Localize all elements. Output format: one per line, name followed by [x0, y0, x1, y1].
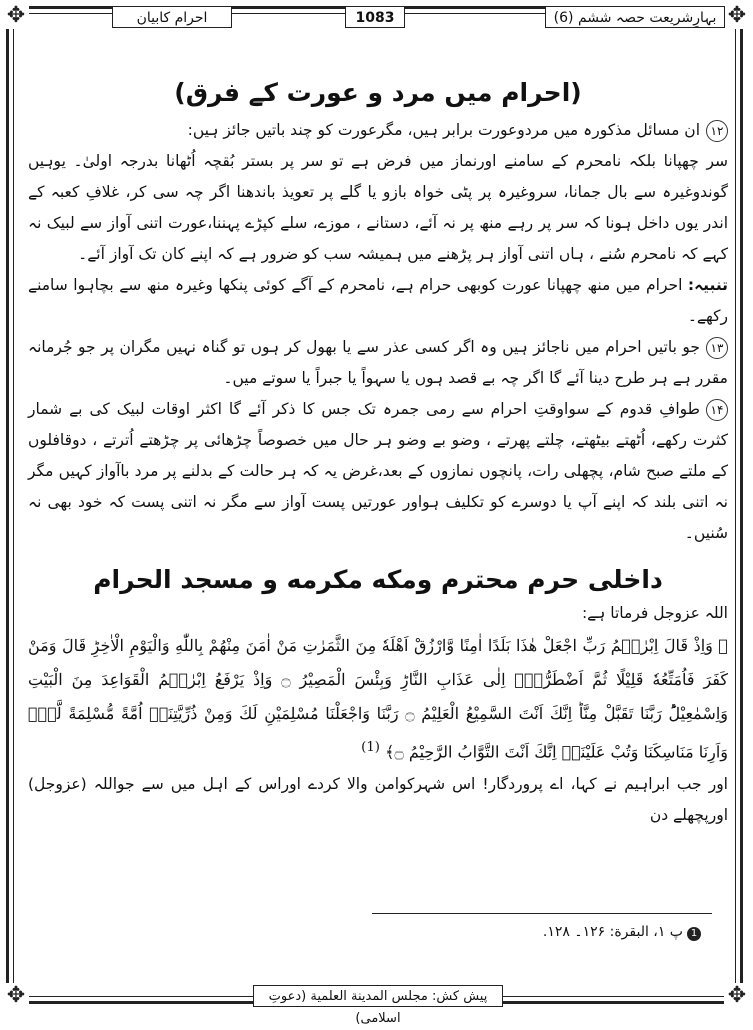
translation: اور جب ابراہیم نے کہا، اے پروردگار! اس شہرکوامن والا کردے اوراس کے اہل میں سے جواللہ (عزوجل) اورپچھلے دن — [28, 775, 728, 825]
paragraph-13 — [28, 332, 728, 394]
footnote-ref: (1) — [361, 740, 380, 755]
corner-ornament-icon: ✥ — [3, 983, 29, 1009]
corner-ornament-icon: ✥ — [724, 983, 750, 1009]
corner-ornament-icon: ✥ — [724, 3, 750, 29]
page-body — [28, 60, 728, 940]
item-number: ۱۳ — [706, 337, 728, 359]
corner-ornament-icon: ✥ — [3, 3, 29, 29]
footnote-text: پ ۱، البقرة: ۱۲۶۔ ۱۲۸. — [542, 924, 683, 940]
footnote-divider — [372, 913, 712, 914]
paragraph-text: جو باتیں احرام میں ناجائز ہیں وہ اگر کسی عذر سے یا بھول کر ہوں تو گناہ نہیں مگران پر جو جُرمانہ مقرر ہے ہر طرح دینا آئے گا اگر چہ بے قصد ہوں یا سہواً یا جبراً یا سوتے میں۔ — [28, 338, 728, 387]
footnote-mark: 1 — [687, 927, 701, 941]
page-header — [0, 4, 753, 32]
chapter-title: احرام کابیان — [112, 6, 232, 28]
paragraph-text: طوافِ قدوم کے سواوقتِ احرام سے رمی جمرہ تک جس کا ذکر آئے گا اکثر اوقات لبیک کی بے شمار کثرت رکھے، اُٹھتے بیٹھتے، چلتے پھرتے ، وضو بے وضو ہر حال میں خصوصاً چڑھائی پر چڑھتے اُترتے ، دوقافلوں کے ملتے صبح شام، پچھلی رات، پانچوں نمازوں کے بعد،غرض یہ کہ ہر حالت کے بدلنے پر مرد باآواز کہیں مگر نہ اتنی بلند کہ اپنے آپ یا دوسرے کو تکلیف ہواور عورتیں پست آواز سے مگر نہ اتنی پست کہ خود بھی نہ سُنیں۔ — [28, 400, 728, 542]
page-number: 1083 — [345, 6, 405, 28]
book-title: بہارِشریعت حصہ ششم (6) — [545, 6, 725, 28]
footnote — [543, 924, 701, 941]
note-paragraph — [28, 270, 728, 332]
paragraph: سر چھپانا بلکہ نامحرم کے سامنے اورنماز میں فرض ہے تو سر پر بستر بُقچہ اُٹھانا بدرجہ اولیٰ۔ یوہیں گوندوغیرہ سے بال جمانا، سروغیرہ پر پٹی خواہ بازو یا گلے پر تعویذ باندھنا اگر چہ سی کر، غلافِ کعبہ کے اندر یوں داخل ہونا کہ سر پر رہے منھ پر نہ آئے، دستانے ، موزے، سلے کپڑے پہننا،عورت اتنی آواز سے لبیک نہ کہے کہ نامحرم سُنے ، ہاں اتنی آواز ہر پڑھنے میں ہمیشہ سب کو ضرور ہے کہ اپنے کان تک آواز آئے۔ — [28, 152, 728, 263]
section-heading: داخلی حرم محترم ومکه مکرمه و مسجد الحرام — [93, 565, 663, 594]
ayah-text: ﴿ وَاِذْ قَالَ اِبْرٰهٖمُ رَبِّ اجْعَلْ هٰذَا بَلَدًا اٰمِنًا وَّارْزُقْ اَهْلَهٗ مِنَ الثَّمَرٰتِ مَنْ اٰمَنَ مِنْهُمْ بِاللّٰهِ وَالْیَوْمِ الْاٰخِرِؕ قَالَ وَمَنْ كَفَرَ فَاُمَتِّعُهٗ قَلِیْلًا ثُمَّ اَضْطَرُّهٗۤ اِلٰى عَذَابِ النَّارِؕ وَبِئْسَ الْمَصِیْرُ ۝ وَاِذْ یَرْفَعُ اِبْرٰهٖمُ الْقَوَاعِدَ مِنَ الْبَیْتِ وَاِسْمٰعِیْلُؕ رَبَّنَا تَقَبَّلْ مِنَّاؕ اِنَّكَ اَنْتَ السَّمِیْعُ الْعَلِیْمُ ۝ رَبَّنَا وَاجْعَلْنَا مُسْلِمَیْنِ لَكَ وَمِنْ ذُرِّیَّتِنَاۤ اُمَّةً مُّسْلِمَةً لَّكَ۪ وَاَرِنَا مَنَاسِكَنَا وَتُبْ عَلَیْنَاۚ اِنَّكَ اَنْتَ التَّوَّابُ الرَّحِیْمُ ۝﴾ — [28, 636, 729, 762]
paragraph-12 — [28, 115, 728, 146]
paragraph-text: ان مسائل مذکورہ میں مردوعورت برابر ہیں، مگرعورت کو چند باتیں جائز ہیں: — [187, 121, 700, 139]
paragraph-14 — [28, 394, 728, 549]
section-heading: (احرام میں مرد و عورت کے فرق) — [174, 78, 582, 107]
note-label: تنبیہ: — [687, 276, 728, 294]
item-number: ۱۲ — [706, 120, 728, 142]
item-number: ۱۴ — [706, 399, 728, 421]
quran-ayah — [28, 629, 728, 769]
publisher-footer: پیش کش: مجلس المدینة العلمیة (دعوتِ اسلامی) — [253, 985, 503, 1007]
note-text: احرام میں منھ چھپانا عورت کوبھی حرام ہے، نامحرم کے آگے کوئی پنکھا وغیرہ منھ سے بچاہوا سامنے رکھے۔ — [28, 276, 728, 325]
quran-intro: اللہ عزوجل فرماتا ہے: — [581, 604, 728, 622]
